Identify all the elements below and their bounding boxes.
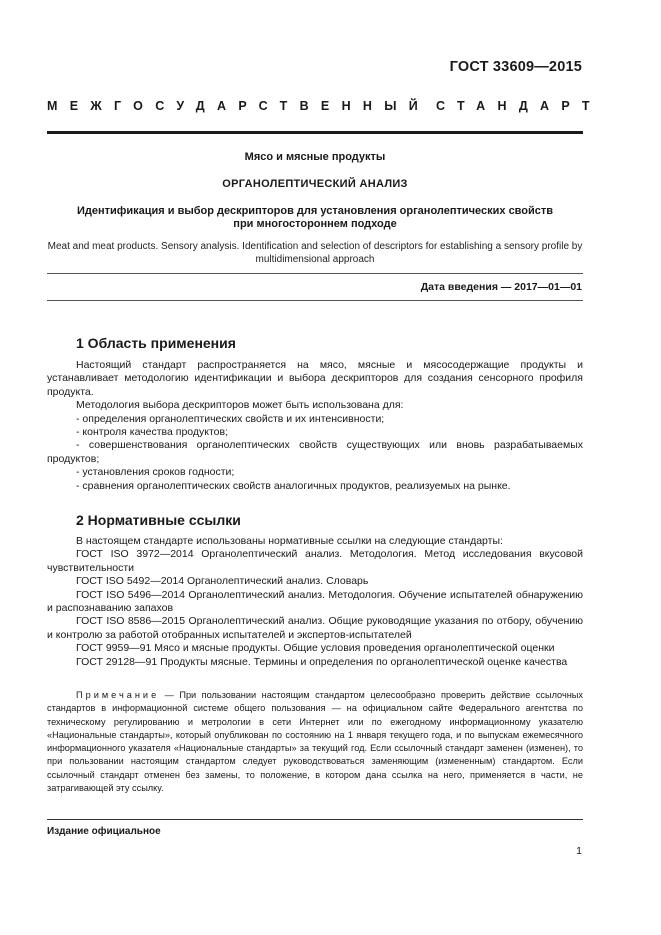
title-english [47, 240, 583, 266]
header-right: СТАНДАРТ [436, 99, 602, 113]
paragraph: Методология выбора дескрипторов может быть использована для: [76, 399, 404, 412]
standard-header [47, 99, 602, 119]
section-2-heading: 2 Нормативные ссылки [76, 512, 241, 528]
reference-item: ГОСТ ISO 8586—2015 Органолептический анализ. Общие руководящие указания по отбору, обучению и контролю за работой отобранных испытателей и экспертов-испытателей [47, 615, 583, 641]
footer-rule [47, 819, 583, 820]
title-product: Мясо и мясные продукты [244, 151, 386, 163]
date-rule-bottom [47, 300, 583, 301]
title-subject-line1: Идентификация и выбор дескрипторов для установления органолептических свойств [76, 205, 554, 217]
section-2-body [47, 535, 583, 669]
list-item: - установления сроков годности; [76, 466, 235, 479]
list-item: - определения органолептических свойств и их интенсивности; [76, 412, 385, 425]
reference-item: ГОСТ ISO 5496—2014 Органолептический анализ. Методология. Обучение испытателей обнаружению и распознаванию запахов [47, 588, 583, 615]
list-item: - совершенствования органолептических свойств существующих или вновь разрабатываемых продуктов; [47, 439, 583, 465]
note-text: — При пользовании настоящим стандартом целесообразно проверить действие ссылочных стандартов в информационной системе общего пользования — на официальном сайте Федерального агентства по техническому регулированию и метрологии в сети Интернет или по ежегодному информационному указателю «Национальные стандарты», который опубликован по состоянию на 1 января текущего года, и по выпускам ежемесячного информационного указателя «Национальные стандарты» за текущий год. Если ссылочный стандарт заменен (изменен), то при пользовании настоящим стандартом следует руководствоваться заменяющим (измененным) стандартом. Если ссылочный стандарт отменен без замены, то положение, в котором дана ссылка на него, применяется в части, не затрагивающей эту ссылку. [47, 690, 583, 794]
reference-item: ГОСТ ISO 3972—2014 Органолептический анализ. Методология. Метод исследования вкусовой чувствительности [47, 548, 583, 574]
title-analysis: ОРГАНОЛЕПТИЧЕСКИЙ АНАЛИЗ [222, 178, 408, 190]
title-subject-line2: при многостороннем подходе [233, 218, 397, 230]
note-paragraph [47, 689, 583, 795]
document-code: ГОСТ 33609—2015 [449, 59, 582, 75]
date-rule-top [47, 273, 583, 274]
list-item: - сравнения органолептических свойств аналогичных продуктов, реализуемых на рынке. [76, 479, 511, 492]
note-label: Примечание [76, 690, 160, 700]
title-subject [47, 205, 583, 231]
paragraph: В настоящем стандарте использованы нормативные ссылки на следующие стандарты: [76, 535, 503, 547]
note [47, 689, 583, 795]
title-english-line2: multidimensional approach [255, 254, 375, 265]
section-1-body [47, 359, 583, 493]
reference-item: ГОСТ 29128—91 Продукты мясные. Термины и определения по органолептической оценке качества [76, 655, 568, 668]
list-item: - контроля качества продуктов; [76, 426, 229, 439]
section-1-heading: 1 Область применения [76, 335, 236, 351]
introduction-date: Дата введения — 2017—01—01 [420, 281, 582, 293]
official-edition: Издание официальное [47, 826, 161, 837]
title-english-line1: Meat and meat products. Sensory analysis. Identification and selection of descriptors for establishing a sensory profile by [47, 241, 583, 252]
page-number: 1 [576, 845, 582, 857]
header-left: МЕЖГОСУДАРСТВЕННЫЙ [47, 99, 431, 113]
header-rule [47, 131, 583, 134]
reference-item: ГОСТ ISO 5492—2014 Органолептический анализ. Словарь [76, 575, 369, 588]
reference-item: ГОСТ 9959—91 Мясо и мясные продукты. Общие условия проведения органолептической оценки [76, 642, 555, 655]
paragraph: Настоящий стандарт распространяется на мясо, мясные и мясосодержащие продукты и устанавливает методологию идентификации и выбора дескрипторов для создания сенсорного профиля продукта. [47, 359, 583, 398]
